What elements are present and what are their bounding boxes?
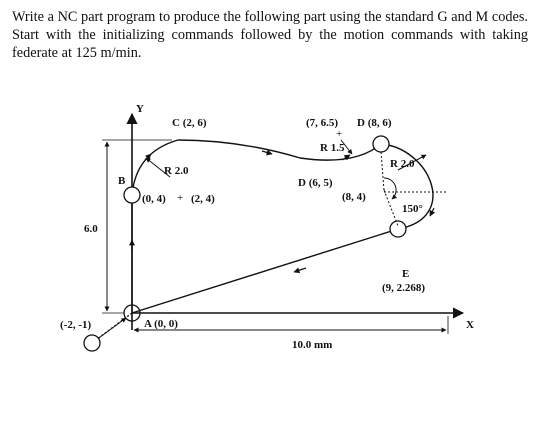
label-D: D (8, 6) [357, 117, 392, 129]
label-center-84: (8, 4) [342, 191, 366, 203]
center-mark-icon: + [336, 128, 343, 140]
direction-arrow [262, 151, 272, 154]
radius-B-label: R 2.0 [164, 165, 189, 177]
center-84-to-E [384, 190, 398, 226]
radius-D-label: R 2.0 [390, 158, 415, 170]
y-axis-label: Y [136, 103, 144, 115]
label-B-coord: (0, 4) [142, 193, 166, 205]
direction-arrow [294, 268, 306, 272]
label-start: (-2, -1) [60, 319, 92, 331]
label-B: B [118, 175, 126, 187]
point-start-marker [84, 335, 100, 351]
center-mark-icon: + [177, 192, 184, 204]
edge-E-to-A [132, 229, 398, 313]
angle-label: 150° [402, 203, 423, 215]
dimension-width-label: 10.0 mm [292, 339, 333, 351]
label-E-coord: (9, 2.268) [382, 282, 426, 294]
problem-statement: Write a NC part program to produce the following part using the standard G and M codes. Start with the initializing commands followed by the motion commands with taking federate at 125 m/min. [12, 9, 528, 61]
center-84-to-D [381, 152, 384, 190]
angle-arc [384, 178, 396, 199]
dimension-height-label: 6.0 [84, 223, 98, 235]
label-D65: D (6, 5) [298, 177, 333, 189]
label-P765: (7, 6.5) [306, 117, 339, 129]
arc-D-to-E [381, 144, 433, 229]
label-center-B: (2, 4) [191, 193, 215, 205]
radius-small-label: R 1.5 [320, 142, 345, 154]
label-E: E [402, 268, 410, 280]
label-A: A (0, 0) [144, 318, 178, 330]
direction-arrow [430, 208, 434, 216]
point-E-marker [390, 221, 406, 237]
curve-C-to-D65 [178, 140, 300, 158]
x-axis-label: X [466, 319, 474, 331]
point-D-marker [373, 136, 389, 152]
point-B-marker [124, 187, 140, 203]
label-C: C (2, 6) [172, 117, 207, 129]
